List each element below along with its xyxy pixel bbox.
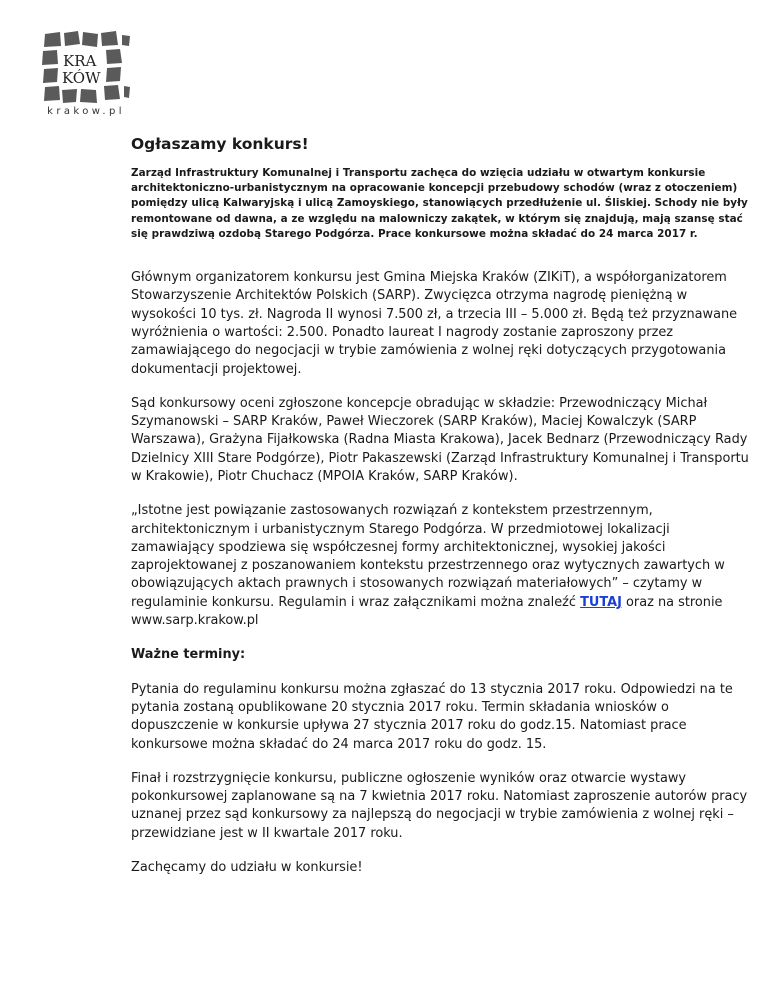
paragraph-organizer: Głównym organizatorem konkursu jest Gmina Miejska Kraków (ZIKiT), a współorganizatorem Stowarzyszenie Architektów Polskich (SARP). Zwycięzca otrzyma nagrodę pieniężną w wysokości 10 tys. zł. Nagroda II wynosi 7.500 zł, a trzecia III – 5.000 zł. Będą też przyznawane wyróżnienia o wartości: 2.500. Ponadto laureat I nagrody zostanie zaproszony przez zamawiającego do negocjacji w trybie zamówienia z wolnej ręki dotyczących przygotowania dokumentacji projektowej. xyxy=(131,270,738,377)
paragraph-invitation: Zachęcamy do udziału w konkursie! xyxy=(131,860,363,876)
paragraph-deadlines: Pytania do regulaminu konkursu można zgłaszać do 13 stycznia 2017 roku. Odpowiedzi na te pytania zostaną opublikowane 20 stycznia 2017 roku. Termin składania wniosków o dopuszczenie w konkursie upływa 27 stycznia 2017 roku do godz.15. Natomiast prace konkursowe można składać do 24 marca 2017 roku do godz. 15. xyxy=(131,681,733,752)
article xyxy=(131,134,756,893)
paragraph-final: Finał i rozstrzygnięcie konkursu, publiczne ogłoszenie wyników oraz otwarcie wystawy pokonkursowej zaplanowane są na 7 kwietnia 2017 roku. Natomiast zaproszenie autorów pracy uznanej przez sąd konkursowy za najlepszą do negocjacji w trybie zamówienia z wolnej ręki – przewidziane jest w II kwartale 2017 roku. xyxy=(131,770,748,841)
section-title-deadlines: Ważne terminy: xyxy=(131,647,246,663)
krakow-logo-mosaic-icon xyxy=(40,28,132,108)
paragraph-jury: Sąd konkursowy oceni zgłoszone koncepcje obradując w składzie: Przewodniczący Michał Szymanowski – SARP Kraków, Paweł Wieczorek (SARP Kraków), Maciej Kowalczyk (SARP Warszawa), Grażyna Fijałkowska (Radna Miasta Krakowa), Jacek Bednarz (Przewodniczący Rady Dzielnicy XIII Stare Podgórze), Piotr Pakaszewski (Zarząd Infrastruktury Komunalnej i Transportu w Krakowie), Piotr Chuchacz (MPOIA Kraków, SARP Kraków). xyxy=(131,395,749,484)
logo-line2: KÓW xyxy=(62,69,101,87)
paragraph-quote xyxy=(131,502,756,630)
logo-line1: KRA xyxy=(63,52,97,70)
page-title: Ogłaszamy konkurs! xyxy=(131,135,309,153)
tutaj-link[interactable]: TUTAJ xyxy=(580,594,622,610)
quote-text-after: oraz na stronie www.sarp.krakow.pl xyxy=(131,594,723,629)
logo-caption: krakow.pl xyxy=(47,106,125,117)
quote-text: „Istotne jest powiązanie zastosowanych rozwiązań z kontekstem przestrzennym, architektonicznym i urbanistycznym Starego Podgórza. W przedmiotowej lokalizacji zamawiający spodziewa się współczesnej formy architektonicznej, wysokiej jakości zaprojektowanej z poszanowaniem kontekstu przestrzennego oraz wytycznych zawartych w obowiązujących aktach prawnych i stosowanych rozwiązań materiałowych” – czytamy w regulaminie konkursu. Regulamin i wraz załącznikami można znaleźć xyxy=(131,503,725,610)
lead-paragraph: Zarząd Infrastruktury Komunalnej i Transportu zachęca do wzięcia udziału w otwartym konkursie architektoniczno-urbanistycznym na opracowanie koncepcji przebudowy schodów (wraz z otoczeniem) pomiędzy ulicą Kalwaryjską i ulicą Zamoyskiego, stanowiących przedłużenie ul. Śliskiej. Schody nie były remontowane od dawna, a ze względu na malowniczy zakątek, w którym się znajdują, mają szansę stać się prawdziwą ozdobą Starego Podgórza. Prace konkursowe można składać do 24 marca 2017 r. xyxy=(131,167,748,240)
